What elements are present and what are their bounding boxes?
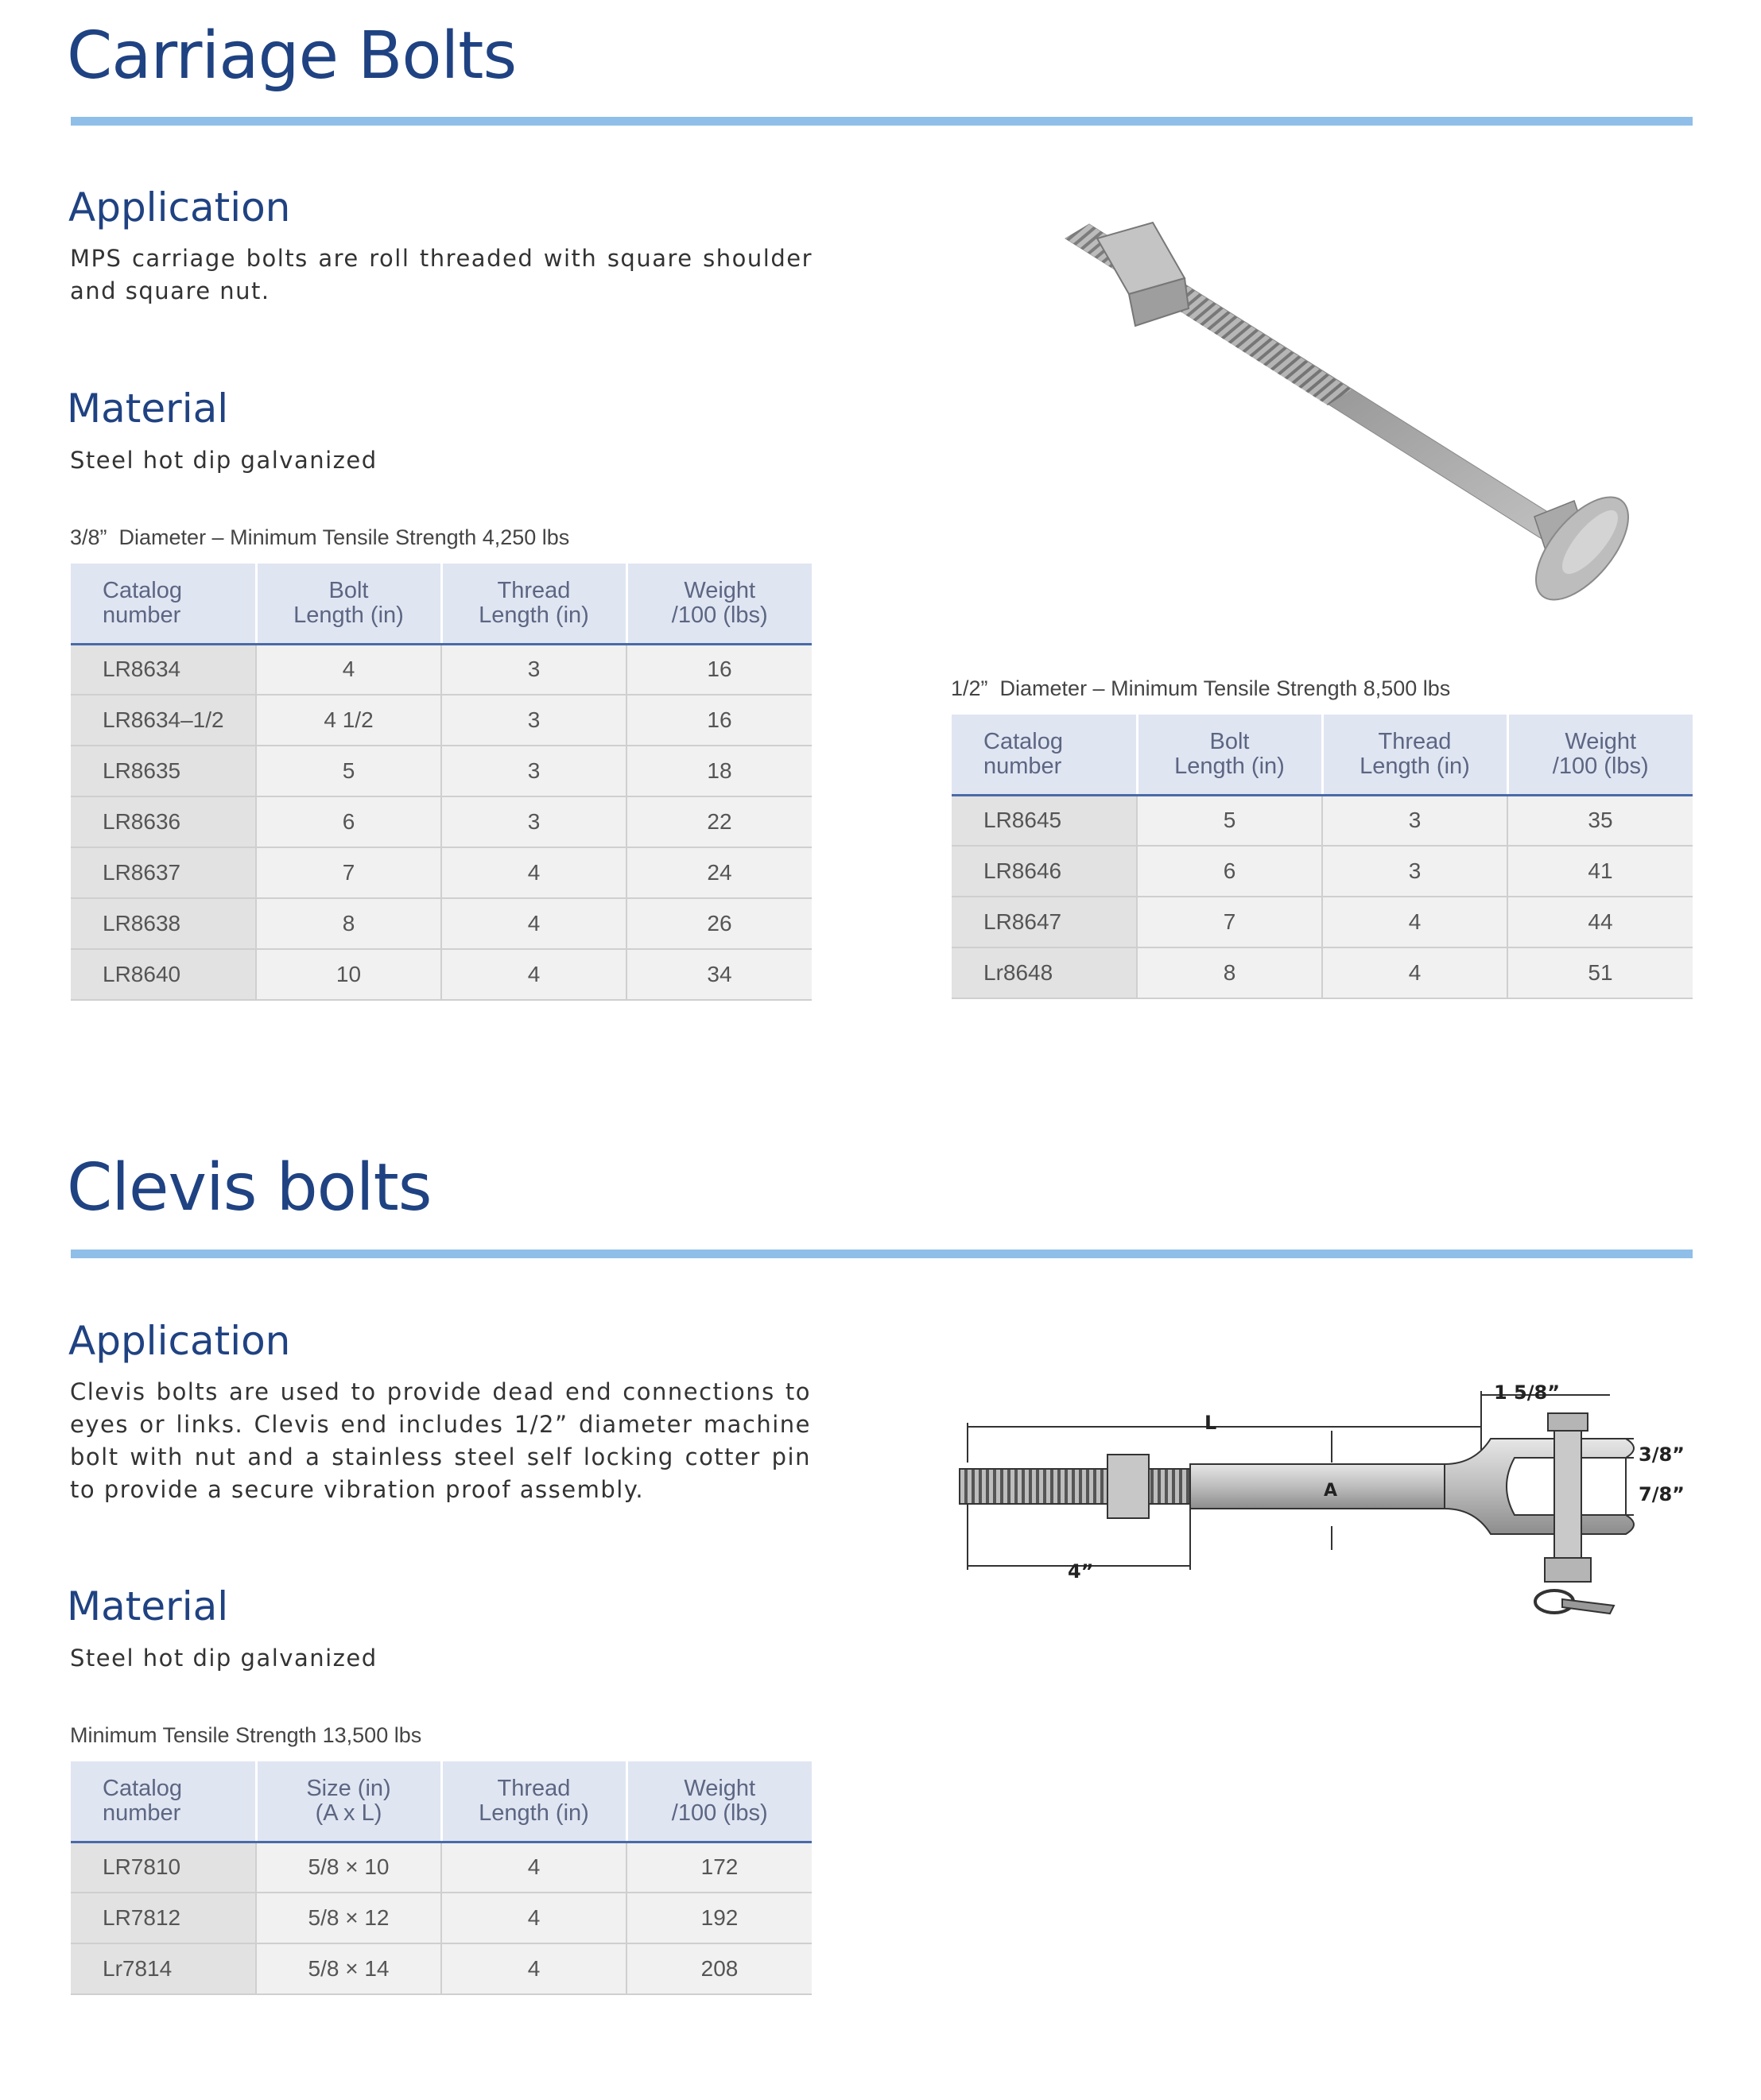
table-cell: 192: [626, 1893, 812, 1943]
table-cell: 5/8 × 10: [256, 1842, 441, 1893]
table-row: [952, 795, 1693, 846]
column-header: [71, 564, 256, 644]
table-cell: 16: [626, 644, 812, 695]
table-cell: 4: [441, 1893, 626, 1943]
column-header: [256, 564, 441, 644]
table-row: [71, 695, 812, 746]
column-header-label: Catalog number: [103, 577, 182, 628]
column-header: [626, 1761, 812, 1842]
table-row: [952, 947, 1693, 998]
table-row: [71, 644, 812, 695]
clevis-table: [71, 1761, 812, 1995]
table-cell: 41: [1507, 846, 1693, 897]
table-header-row: [952, 715, 1693, 795]
table-cell: 3: [441, 796, 626, 847]
column-header-label: Thread Length (in): [479, 1775, 589, 1826]
catalog-number-cell: Lr8648: [952, 947, 1137, 998]
table-cell: 4: [1322, 897, 1507, 947]
column-header-label: Weight /100 (lbs): [671, 577, 768, 628]
carriage-table2-caption: 1/2” Diameter – Minimum Tensile Strength 8,500 lbs: [951, 676, 1451, 700]
catalog-number-cell: LR8647: [952, 897, 1137, 947]
column-header-label: Weight /100 (lbs): [1552, 728, 1649, 779]
table-row: [71, 1893, 812, 1943]
catalog-number-cell: LR8645: [952, 795, 1137, 846]
carriage-table1-caption: 3/8” Diameter – Minimum Tensile Strength 4,250 lbs: [70, 525, 570, 549]
table-cell: 16: [626, 695, 812, 746]
clevis-bolt-diagram: [950, 1375, 1697, 1637]
table-cell: 34: [626, 949, 812, 1000]
catalog-number-cell: LR8640: [71, 949, 256, 1000]
clevis-application-heading: Application: [68, 1318, 291, 1364]
carriage-application-heading: Application: [68, 184, 291, 231]
table-cell: 10: [256, 949, 441, 1000]
column-header-label: Bolt Length (in): [293, 577, 404, 628]
table-header-row: [71, 564, 812, 644]
table-cell: 4: [441, 949, 626, 1000]
table-cell: 172: [626, 1842, 812, 1893]
column-header: [626, 564, 812, 644]
diagram-label-thread: 4”: [1068, 1560, 1094, 1583]
column-header-label: Bolt Length (in): [1174, 728, 1285, 779]
table-row: [71, 746, 812, 796]
column-header: [441, 1761, 626, 1842]
table-row: [952, 897, 1693, 947]
carriage-material-text: Steel hot dip galvanized: [70, 447, 378, 474]
table-cell: 5: [1137, 795, 1322, 846]
catalog-number-cell: LR8646: [952, 846, 1137, 897]
carriage-bolt-image: [1034, 215, 1638, 628]
column-header-label: Thread Length (in): [479, 577, 589, 628]
table-cell: 51: [1507, 947, 1693, 998]
clevis-material-heading: Material: [67, 1583, 229, 1629]
table-header-row: [71, 1761, 812, 1842]
table-cell: 4 1/2: [256, 695, 441, 746]
table-cell: 3: [1322, 846, 1507, 897]
diagram-label-gap: 7/8”: [1639, 1483, 1685, 1505]
table-cell: 4: [441, 1943, 626, 1994]
table-cell: 5/8 × 12: [256, 1893, 441, 1943]
table-cell: 22: [626, 796, 812, 847]
column-header: [441, 564, 626, 644]
catalog-number-cell: LR8637: [71, 847, 256, 898]
table-row: [71, 1943, 812, 1994]
column-header: [1137, 715, 1322, 795]
catalog-number-cell: LR7812: [71, 1893, 256, 1943]
column-header-label: Catalog number: [103, 1775, 182, 1826]
carriage-table-1-2: [952, 715, 1693, 999]
catalog-number-cell: LR7810: [71, 1842, 256, 1893]
table-cell: 4: [441, 1842, 626, 1893]
column-header: [952, 715, 1137, 795]
table-cell: 8: [1137, 947, 1322, 998]
table-row: [71, 796, 812, 847]
clevis-material-text: Steel hot dip galvanized: [70, 1645, 378, 1672]
table-cell: 208: [626, 1943, 812, 1994]
table-cell: 3: [441, 746, 626, 796]
table-cell: 4: [1322, 947, 1507, 998]
catalog-number-cell: LR8635: [71, 746, 256, 796]
diagram-label-clevis-width: 1 5/8”: [1494, 1381, 1560, 1404]
table-row: [952, 846, 1693, 897]
table-row: [71, 1842, 812, 1893]
table-cell: 7: [256, 847, 441, 898]
column-header-label: Weight /100 (lbs): [671, 1775, 768, 1826]
carriage-material-heading: Material: [67, 386, 229, 432]
carriage-bolts-title: Carriage Bolts: [67, 18, 517, 94]
column-header: [71, 1761, 256, 1842]
column-header-label: Size (in) (A x L): [306, 1775, 391, 1826]
table-row: [71, 847, 812, 898]
table-cell: 6: [256, 796, 441, 847]
table-cell: 4: [256, 644, 441, 695]
column-header-label: Thread Length (in): [1360, 728, 1470, 779]
diagram-label-pin: 3/8”: [1639, 1443, 1685, 1466]
table-cell: 4: [441, 898, 626, 949]
catalog-number-cell: LR8634–1/2: [71, 695, 256, 746]
table-cell: 3: [1322, 795, 1507, 846]
table-cell: 18: [626, 746, 812, 796]
table-cell: 7: [1137, 897, 1322, 947]
diagram-label-l: L: [1204, 1412, 1217, 1434]
clevis-table-caption: Minimum Tensile Strength 13,500 lbs: [70, 1723, 422, 1747]
table-cell: 26: [626, 898, 812, 949]
catalog-number-cell: Lr7814: [71, 1943, 256, 1994]
table-cell: 4: [441, 847, 626, 898]
table-cell: 3: [441, 644, 626, 695]
table-cell: 44: [1507, 897, 1693, 947]
table-cell: 5/8 × 14: [256, 1943, 441, 1994]
clevis-bolts-title: Clevis bolts: [67, 1150, 432, 1226]
table-cell: 24: [626, 847, 812, 898]
table-cell: 5: [256, 746, 441, 796]
column-header-label: Catalog number: [983, 728, 1063, 779]
column-header: [1322, 715, 1507, 795]
table-row: [71, 949, 812, 1000]
carriage-title-rule: [71, 117, 1693, 126]
table-cell: 35: [1507, 795, 1693, 846]
table-cell: 6: [1137, 846, 1322, 897]
table-row: [71, 898, 812, 949]
catalog-number-cell: LR8636: [71, 796, 256, 847]
carriage-table-3-8: [71, 564, 812, 1001]
clevis-title-rule: [71, 1250, 1693, 1258]
carriage-application-text: MPS carriage bolts are roll threaded with square shoulder and square nut.: [70, 245, 813, 304]
catalog-number-cell: LR8638: [71, 898, 256, 949]
catalog-number-cell: LR8634: [71, 644, 256, 695]
table-cell: 3: [441, 695, 626, 746]
diagram-label-a: A: [1324, 1481, 1338, 1501]
column-header: [256, 1761, 441, 1842]
table-cell: 8: [256, 898, 441, 949]
column-header: [1507, 715, 1693, 795]
clevis-application-text: Clevis bolts are used to provide dead end connections to eyes or links. Clevis end includes 1/2” diameter machine bolt with nut and a stainless steel self locking cotter pin to provide a secure vibration proof assembly.: [70, 1378, 811, 1503]
